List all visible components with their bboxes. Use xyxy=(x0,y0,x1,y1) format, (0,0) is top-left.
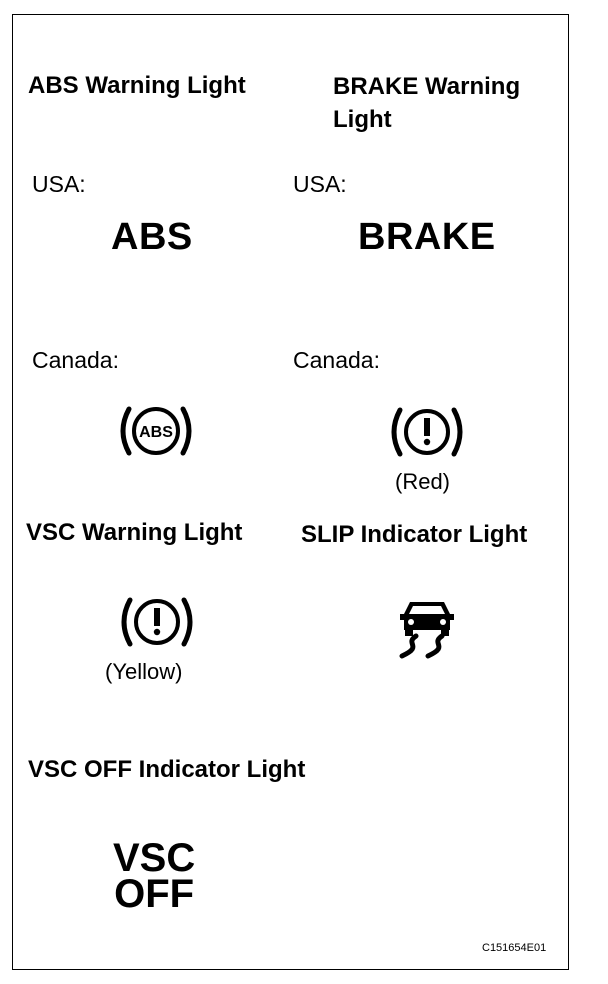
brake-exclamation-icon xyxy=(384,400,470,464)
brake-color-note: (Red) xyxy=(395,469,451,494)
vsc-warning-heading: VSC Warning Light xyxy=(26,519,243,546)
abs-warning-heading: ABS Warning Light xyxy=(28,72,246,99)
figure-frame xyxy=(12,14,569,970)
abs-icon-text: ABS xyxy=(139,424,173,441)
abs-usa-label: USA: xyxy=(32,171,86,197)
brake-heading-line1: BRAKE Warning xyxy=(333,73,521,100)
brake-canada-label: Canada: xyxy=(293,347,380,373)
abs-circle-icon xyxy=(113,396,199,466)
brake-usa-symbol: BRAKE xyxy=(358,216,496,258)
skidding-car-icon xyxy=(396,594,462,660)
exclamation-circle-icon xyxy=(114,590,200,654)
vsc-color-note: (Yellow) xyxy=(105,659,183,684)
vsc-off-line2: OFF xyxy=(114,872,195,916)
vsc-off-symbol xyxy=(113,836,196,916)
abs-usa-symbol: ABS xyxy=(111,216,193,258)
brake-usa-label: USA: xyxy=(293,171,347,197)
abs-canada-label: Canada: xyxy=(32,347,119,373)
figure-code: C151654E01 xyxy=(482,942,547,954)
vsc-off-line1: VSC xyxy=(113,836,196,880)
brake-heading-line2: Light xyxy=(333,106,392,133)
vsc-off-heading: VSC OFF Indicator Light xyxy=(28,756,306,783)
slip-indicator-heading: SLIP Indicator Light xyxy=(301,521,528,548)
